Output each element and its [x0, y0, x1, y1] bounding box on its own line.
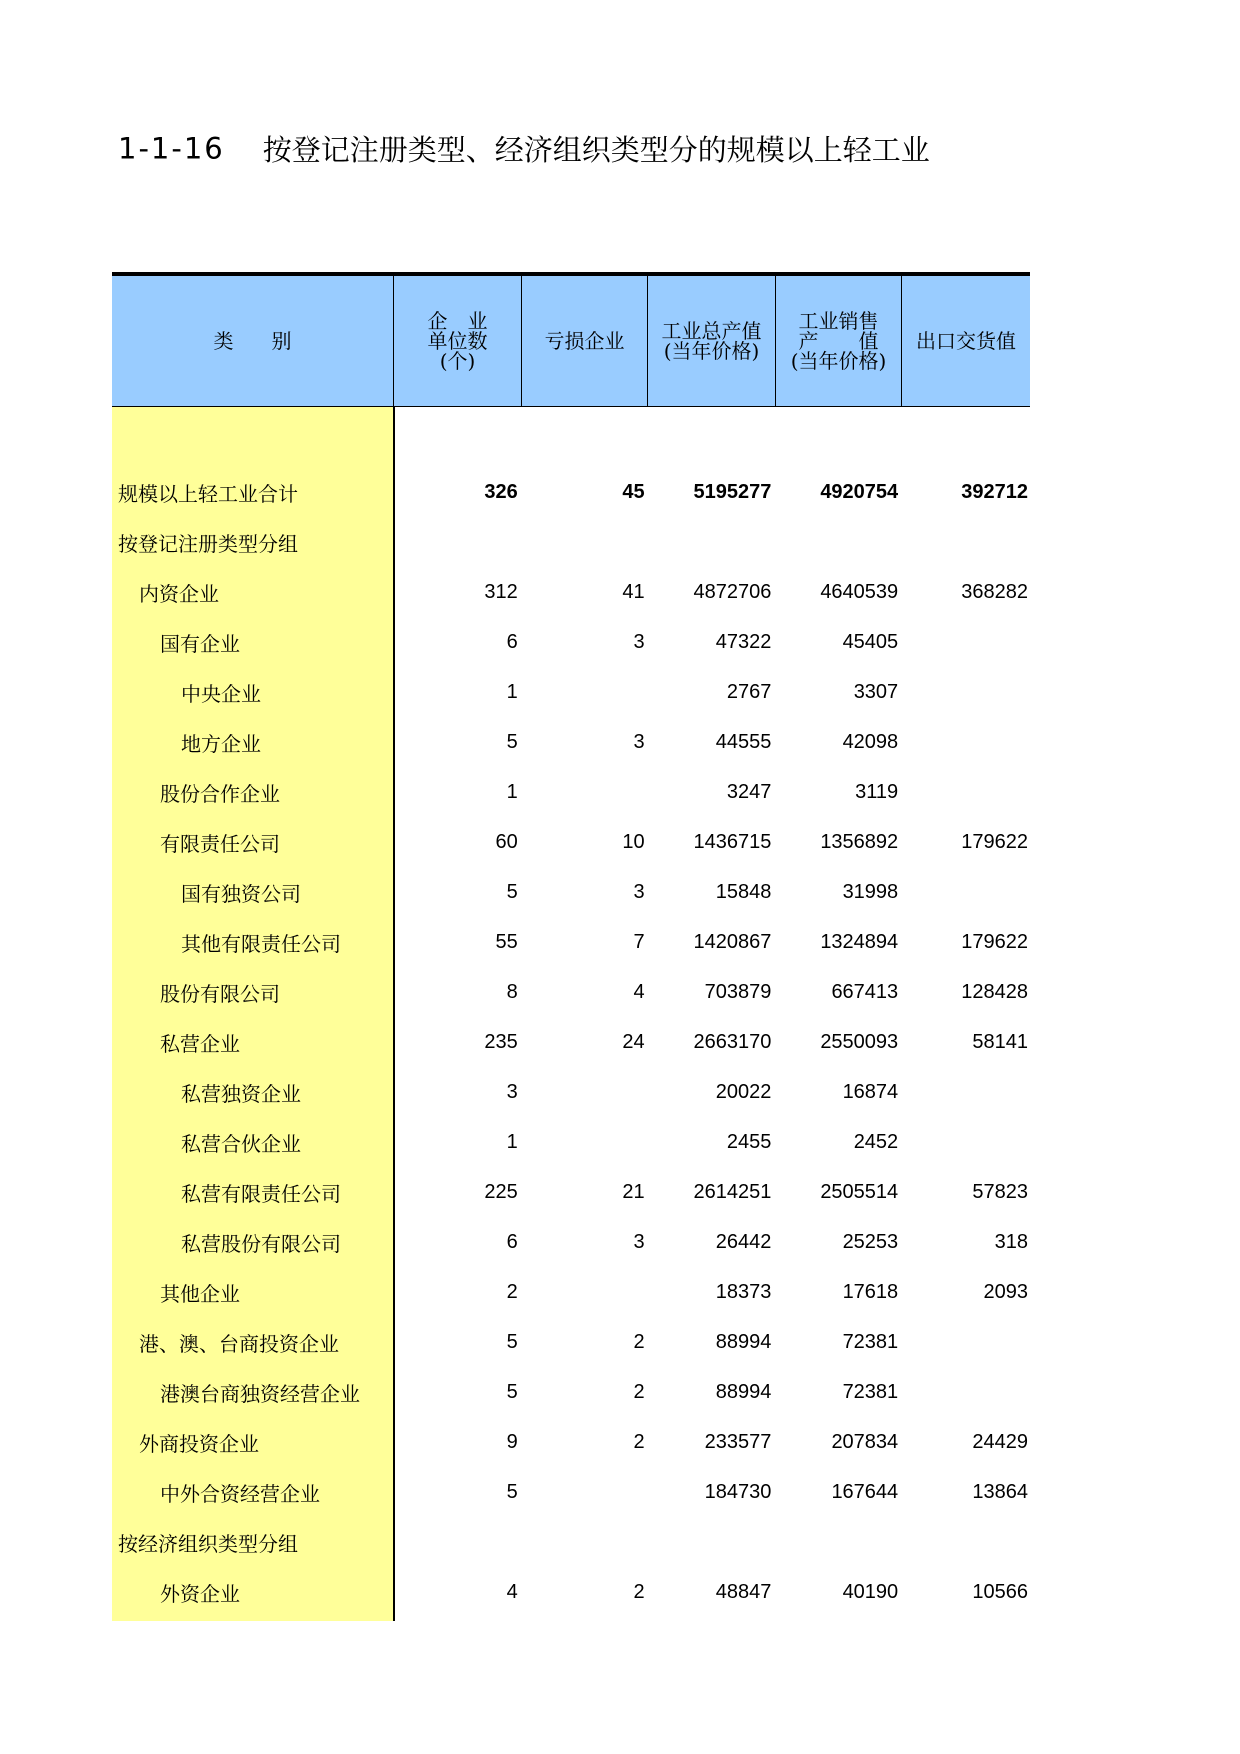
gross-output-cell: 44555	[715, 730, 772, 753]
table-row-values	[395, 667, 1030, 717]
table-row-values	[395, 867, 1030, 917]
table-row-label	[112, 467, 393, 517]
sales-output-cell: 4640539	[820, 580, 899, 603]
loss-enterprises-cell: 3	[633, 730, 645, 753]
row-label: 私营企业	[160, 1031, 240, 1056]
table-title: 按登记注册类型、经济组织类型分的规模以上轻工业	[262, 133, 930, 167]
table-row-label	[112, 1517, 393, 1567]
export-value-cell: 58141	[972, 1030, 1028, 1053]
sales-output-cell: 2505514	[820, 1180, 899, 1203]
header-loss-enterprises-label: 亏损企业	[544, 329, 625, 353]
table-body	[112, 407, 1030, 1621]
row-label: 港澳台商独资经营企业	[160, 1381, 360, 1406]
header-sales-output	[775, 276, 902, 406]
loss-enterprises-cell: 4	[633, 980, 645, 1003]
sales-output-cell: 1324894	[820, 930, 899, 953]
sales-output-cell: 72381	[842, 1380, 899, 1403]
table-row-values	[395, 1217, 1030, 1267]
gross-output-cell: 2614251	[693, 1180, 772, 1203]
header-category-label: 类别	[213, 329, 330, 353]
enterprise-count-cell: 2	[506, 1280, 518, 1303]
table-row-label	[112, 1267, 393, 1317]
row-label: 有限责任公司	[160, 831, 280, 856]
row-label-column	[112, 407, 395, 1621]
export-value-cell: 179622	[961, 830, 1028, 853]
table-row-values	[395, 1467, 1030, 1517]
row-label: 国有独资公司	[181, 881, 301, 906]
enterprise-count-cell: 225	[484, 1180, 518, 1203]
enterprise-count-cell: 8	[506, 980, 518, 1003]
row-label: 私营独资企业	[181, 1081, 301, 1106]
sales-output-cell: 72381	[842, 1330, 899, 1353]
sales-output-cell: 40190	[842, 1580, 899, 1603]
table-row-label	[112, 1367, 393, 1417]
table-row-values	[395, 517, 1030, 567]
table-row-values	[395, 1367, 1030, 1417]
table-row-label	[112, 817, 393, 867]
export-value-cell: 318	[994, 1230, 1028, 1253]
export-value-cell: 2093	[983, 1280, 1028, 1303]
enterprise-count-cell: 9	[506, 1430, 518, 1453]
row-label: 规模以上轻工业合计	[118, 481, 298, 506]
table-row-label	[112, 967, 393, 1017]
table-row-label	[112, 717, 393, 767]
export-value-cell: 13864	[972, 1480, 1028, 1503]
table-row-label	[112, 917, 393, 967]
loss-enterprises-cell: 24	[622, 1030, 645, 1053]
gross-output-cell: 88994	[715, 1330, 772, 1353]
header-export-value-label: 出口交货值	[916, 329, 1016, 353]
table-row-values	[395, 817, 1030, 867]
sales-output-cell: 1356892	[820, 830, 899, 853]
enterprise-count-cell: 1	[506, 680, 518, 703]
sales-output-cell: 167644	[831, 1480, 899, 1503]
sales-output-cell: 207834	[831, 1430, 899, 1453]
gross-output-cell: 18373	[715, 1280, 772, 1303]
export-value-cell: 392712	[961, 480, 1028, 503]
gross-output-cell: 26442	[715, 1230, 772, 1253]
table-row-label	[112, 867, 393, 917]
header-gross-output-line: (当年价格)	[663, 339, 760, 363]
loss-enterprises-cell: 2	[633, 1330, 645, 1353]
row-label: 地方企业	[181, 731, 261, 756]
row-label: 私营有限责任公司	[181, 1181, 341, 1206]
table-row-label	[112, 767, 393, 817]
table-row-label	[112, 1017, 393, 1067]
table-row-values	[395, 717, 1030, 767]
gross-output-cell: 4872706	[693, 580, 772, 603]
header-enterprise-count-line: 企 业	[427, 309, 488, 333]
table-row-label	[112, 517, 393, 567]
sales-output-cell: 42098	[842, 730, 899, 753]
table-row-label	[112, 617, 393, 667]
table-row-label	[112, 1067, 393, 1117]
header-loss-enterprises	[521, 276, 648, 406]
sales-output-cell: 17618	[842, 1280, 899, 1303]
loss-enterprises-cell: 3	[633, 1230, 645, 1253]
gross-output-cell: 184730	[704, 1480, 772, 1503]
row-label: 中外合资经营企业	[160, 1481, 320, 1506]
row-label: 中央企业	[181, 681, 261, 706]
enterprise-count-cell: 6	[506, 1230, 518, 1253]
enterprise-count-cell: 1	[506, 780, 518, 803]
enterprise-count-cell: 5	[506, 1330, 518, 1353]
loss-enterprises-cell: 41	[622, 580, 645, 603]
row-value-column	[395, 407, 1030, 1621]
gross-output-cell: 2455	[726, 1130, 772, 1153]
export-value-cell: 57823	[972, 1180, 1028, 1203]
header-category	[112, 276, 394, 406]
enterprise-count-cell: 6	[506, 630, 518, 653]
gross-output-cell: 15848	[715, 880, 772, 903]
loss-enterprises-cell: 2	[633, 1430, 645, 1453]
header-sales-output-line: 工业销售	[798, 309, 879, 333]
table-row-label	[112, 1117, 393, 1167]
table-row-values	[395, 1517, 1030, 1567]
sales-output-cell: 2550093	[820, 1030, 899, 1053]
table-row-values	[395, 967, 1030, 1017]
sales-output-cell: 2452	[853, 1130, 899, 1153]
table-row-label	[112, 1417, 393, 1467]
export-value-cell: 368282	[961, 580, 1028, 603]
loss-enterprises-cell: 10	[622, 830, 645, 853]
header-export-value	[902, 276, 1030, 406]
row-label: 外商投资企业	[139, 1431, 259, 1456]
table-row-values	[395, 1067, 1030, 1117]
gross-output-cell: 2767	[726, 680, 772, 703]
table-row-label	[112, 667, 393, 717]
table-row-values	[395, 617, 1030, 667]
sales-output-cell: 16874	[842, 1080, 899, 1103]
row-label: 外资企业	[160, 1581, 240, 1606]
gross-output-cell: 703879	[704, 980, 772, 1003]
table-number: 1-1-16	[118, 131, 225, 166]
loss-enterprises-cell: 2	[633, 1380, 645, 1403]
table-row-values	[395, 1567, 1030, 1617]
table-row-values	[395, 1117, 1030, 1167]
gross-output-cell: 47322	[715, 630, 772, 653]
enterprise-count-cell: 5	[506, 730, 518, 753]
gross-output-cell: 233577	[704, 1430, 772, 1453]
gross-output-cell: 5195277	[693, 480, 772, 503]
sales-output-cell: 25253	[842, 1230, 899, 1253]
enterprise-count-cell: 1	[506, 1130, 518, 1153]
table-row-values	[395, 467, 1030, 517]
data-table	[112, 272, 1030, 1621]
sales-output-cell: 667413	[831, 980, 899, 1003]
loss-enterprises-cell: 3	[633, 880, 645, 903]
table-row-values	[395, 1167, 1030, 1217]
table-row-values	[395, 1317, 1030, 1367]
header-enterprise-count-line: (个)	[439, 349, 476, 373]
export-value-cell: 179622	[961, 930, 1028, 953]
row-label: 按登记注册类型分组	[118, 531, 298, 556]
loss-enterprises-cell: 7	[633, 930, 645, 953]
header-enterprise-count-line: 单位数	[427, 329, 488, 353]
table-row-label	[112, 567, 393, 617]
table-row-values	[395, 1017, 1030, 1067]
enterprise-count-cell: 5	[506, 880, 518, 903]
row-label: 内资企业	[139, 581, 219, 606]
table-row-label	[112, 1167, 393, 1217]
table-row-label	[112, 1567, 393, 1617]
row-label: 私营股份有限公司	[181, 1231, 341, 1256]
row-label: 按经济组织类型分组	[118, 1531, 298, 1556]
gross-output-cell: 88994	[715, 1380, 772, 1403]
table-row-values	[395, 1267, 1030, 1317]
gross-output-cell: 1420867	[693, 930, 772, 953]
gross-output-cell: 20022	[715, 1080, 772, 1103]
row-label: 私营合伙企业	[181, 1131, 301, 1156]
sales-output-cell: 3119	[855, 780, 899, 803]
export-value-cell: 128428	[961, 980, 1028, 1003]
sales-output-cell: 31998	[842, 880, 899, 903]
enterprise-count-cell: 4	[506, 1580, 518, 1603]
gross-output-cell: 3247	[726, 780, 772, 803]
sales-output-cell: 3307	[853, 680, 899, 703]
enterprise-count-cell: 3	[506, 1080, 518, 1103]
header-sales-output-line: 产 值	[798, 329, 879, 353]
export-value-cell: 10566	[972, 1580, 1028, 1603]
loss-enterprises-cell: 45	[622, 480, 645, 503]
enterprise-count-cell: 312	[484, 580, 518, 603]
table-row-values	[395, 767, 1030, 817]
enterprise-count-cell: 5	[506, 1380, 518, 1403]
loss-enterprises-cell: 2	[633, 1580, 645, 1603]
row-label: 国有企业	[160, 631, 240, 656]
export-value-cell: 24429	[972, 1430, 1028, 1453]
table-row-values	[395, 567, 1030, 617]
table-row-values	[395, 1417, 1030, 1467]
header-enterprise-count	[394, 276, 521, 406]
gross-output-cell: 1436715	[693, 830, 772, 853]
enterprise-count-cell: 55	[495, 930, 518, 953]
table-row-values	[395, 917, 1030, 967]
loss-enterprises-cell: 21	[622, 1180, 645, 1203]
table-row-label	[112, 1467, 393, 1517]
page-title	[118, 128, 1030, 172]
enterprise-count-cell: 60	[495, 830, 518, 853]
header-gross-output	[648, 276, 775, 406]
table-header	[112, 276, 1030, 407]
enterprise-count-cell: 5	[506, 1480, 518, 1503]
header-sales-output-line: (当年价格)	[790, 349, 887, 373]
row-label: 其他有限责任公司	[181, 931, 341, 956]
row-label: 股份合作企业	[160, 781, 280, 806]
enterprise-count-cell: 235	[484, 1030, 518, 1053]
row-label: 港、澳、台商投资企业	[139, 1331, 339, 1356]
row-label: 其他企业	[160, 1281, 240, 1306]
enterprise-count-cell: 326	[484, 480, 518, 503]
table-row-label	[112, 1217, 393, 1267]
table-row-label	[112, 1317, 393, 1367]
sales-output-cell: 45405	[842, 630, 899, 653]
gross-output-cell: 48847	[715, 1580, 772, 1603]
header-gross-output-line: 工业总产值	[661, 319, 762, 343]
loss-enterprises-cell: 3	[633, 630, 645, 653]
row-label: 股份有限公司	[160, 981, 280, 1006]
gross-output-cell: 2663170	[693, 1030, 772, 1053]
sales-output-cell: 4920754	[820, 480, 899, 503]
